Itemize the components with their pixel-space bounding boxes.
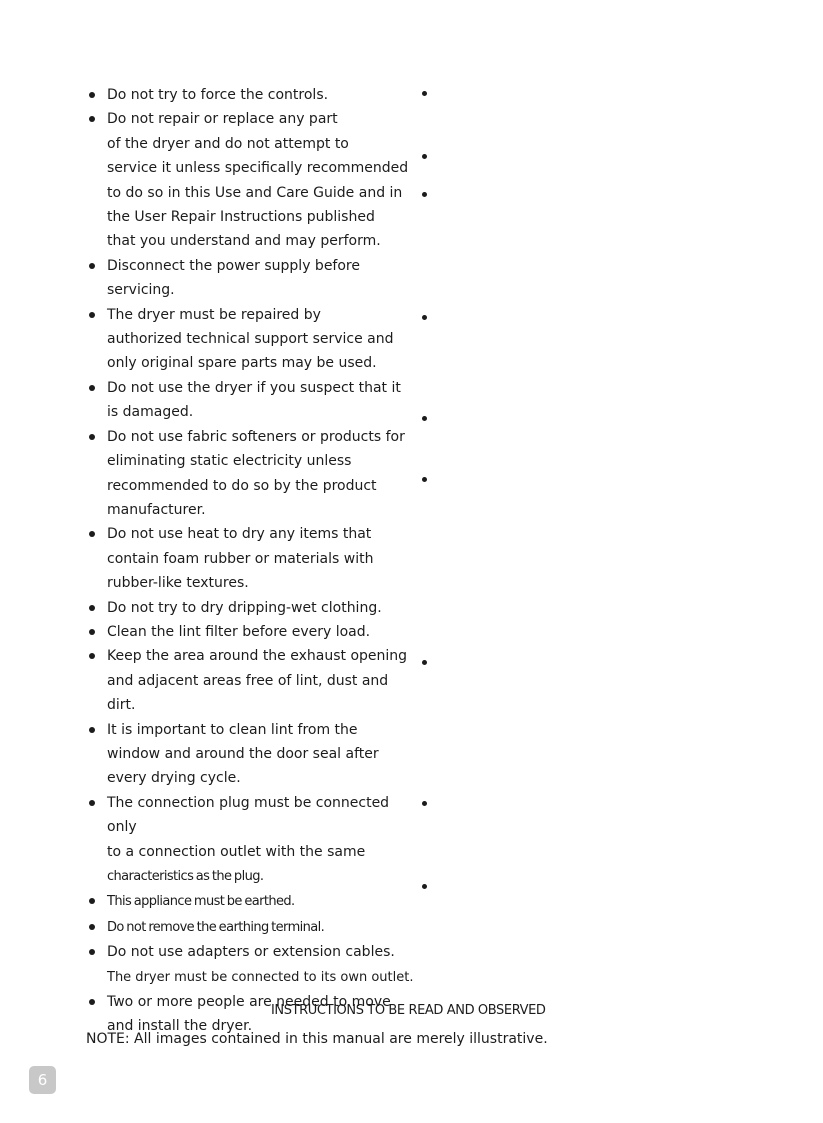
list-item xyxy=(86,791,416,890)
item-line: the User Repair Instructions published xyxy=(107,209,375,226)
list-item xyxy=(86,522,416,595)
item-line: manufacturer. xyxy=(107,501,206,518)
safety-instructions-list xyxy=(86,83,416,1039)
bullet-icon xyxy=(422,660,427,665)
item-line: contain foam rubber or materials with xyxy=(107,550,374,567)
item-line: characteristics as the plug. xyxy=(107,869,264,884)
item-line: and adjacent areas free of lint, dust and dirt. xyxy=(107,672,389,714)
list-item xyxy=(86,620,416,644)
illustration-note: NOTE: All images contained in this manual are merely illustrative. xyxy=(86,1031,548,1047)
item-line: Clean the lint filter before every load. xyxy=(107,623,371,640)
bullet-icon xyxy=(422,154,427,159)
bullet-icon xyxy=(422,884,427,889)
list-item xyxy=(86,915,416,940)
item-line: Do not use heat to dry any items that xyxy=(107,526,372,543)
list-item xyxy=(86,83,416,107)
item-line: Do not try to force the controls. xyxy=(107,87,329,103)
list-item xyxy=(86,425,416,523)
item-line: Do not use adapters or extension cables. xyxy=(107,944,395,961)
item-line: service it unless specifically recommended xyxy=(107,160,409,177)
bullet-icon xyxy=(422,91,427,96)
bullet-icon xyxy=(422,477,427,482)
item-line: rubber-like textures. xyxy=(107,575,249,592)
item-line: Do not use fabric softeners or products for xyxy=(107,428,405,445)
list-item xyxy=(86,940,416,990)
item-line: Disconnect the power supply before xyxy=(107,257,360,274)
item-line: recommended to do so by the product xyxy=(107,477,377,494)
list-item xyxy=(86,644,416,717)
bullet-icon xyxy=(422,801,427,806)
item-line: This appliance must be earthed. xyxy=(107,894,295,910)
item-line: authorized technical support service and xyxy=(107,331,394,348)
item-line: of the dryer and do not attempt to xyxy=(107,135,349,152)
item-line: Keep the area around the exhaust opening xyxy=(107,648,408,665)
list-item xyxy=(86,376,416,425)
item-line: Do not try to dry dripping-wet clothing. xyxy=(107,599,382,616)
item-line: and install the dryer. xyxy=(107,1018,253,1035)
list-item xyxy=(86,107,416,253)
bullet-icon xyxy=(422,192,427,197)
item-line: only original spare parts may be used. xyxy=(107,355,377,372)
list-item xyxy=(86,889,416,914)
list-item xyxy=(86,596,416,620)
item-line: Two or more people are needed to move xyxy=(107,994,391,1011)
item-line: The connection plug must be connected only xyxy=(107,794,390,836)
list-item xyxy=(86,303,416,376)
item-line: to a connection outlet with the same xyxy=(107,843,366,860)
item-line: It is important to clean lint from the xyxy=(107,721,358,738)
item-line: is damaged. xyxy=(107,404,194,421)
bullet-icon xyxy=(422,315,427,320)
list-item xyxy=(86,718,416,791)
item-line: The dryer must be repaired by xyxy=(107,306,321,323)
item-line: every drying cycle. xyxy=(107,770,241,787)
item-line: servicing. xyxy=(107,282,175,299)
item-line: Do not repair or replace any part xyxy=(107,111,338,128)
bullet-icon xyxy=(422,416,427,421)
item-line: Do not remove the earthing terminal. xyxy=(107,919,325,935)
item-line: Do not use the dryer if you suspect that it xyxy=(107,379,401,396)
page-number-badge: 6 xyxy=(29,1066,56,1094)
item-line: The dryer must be connected to its own outlet. xyxy=(107,969,414,985)
section-footer-title: INSTRUCTIONS TO BE READ AND OBSERVED xyxy=(271,1003,546,1018)
item-line: eliminating static electricity unless xyxy=(107,453,352,470)
list-item xyxy=(86,254,416,303)
item-line: that you understand and may perform. xyxy=(107,233,381,250)
item-line: to do so in this Use and Care Guide and in xyxy=(107,184,403,201)
item-line: window and around the door seal after xyxy=(107,745,379,762)
